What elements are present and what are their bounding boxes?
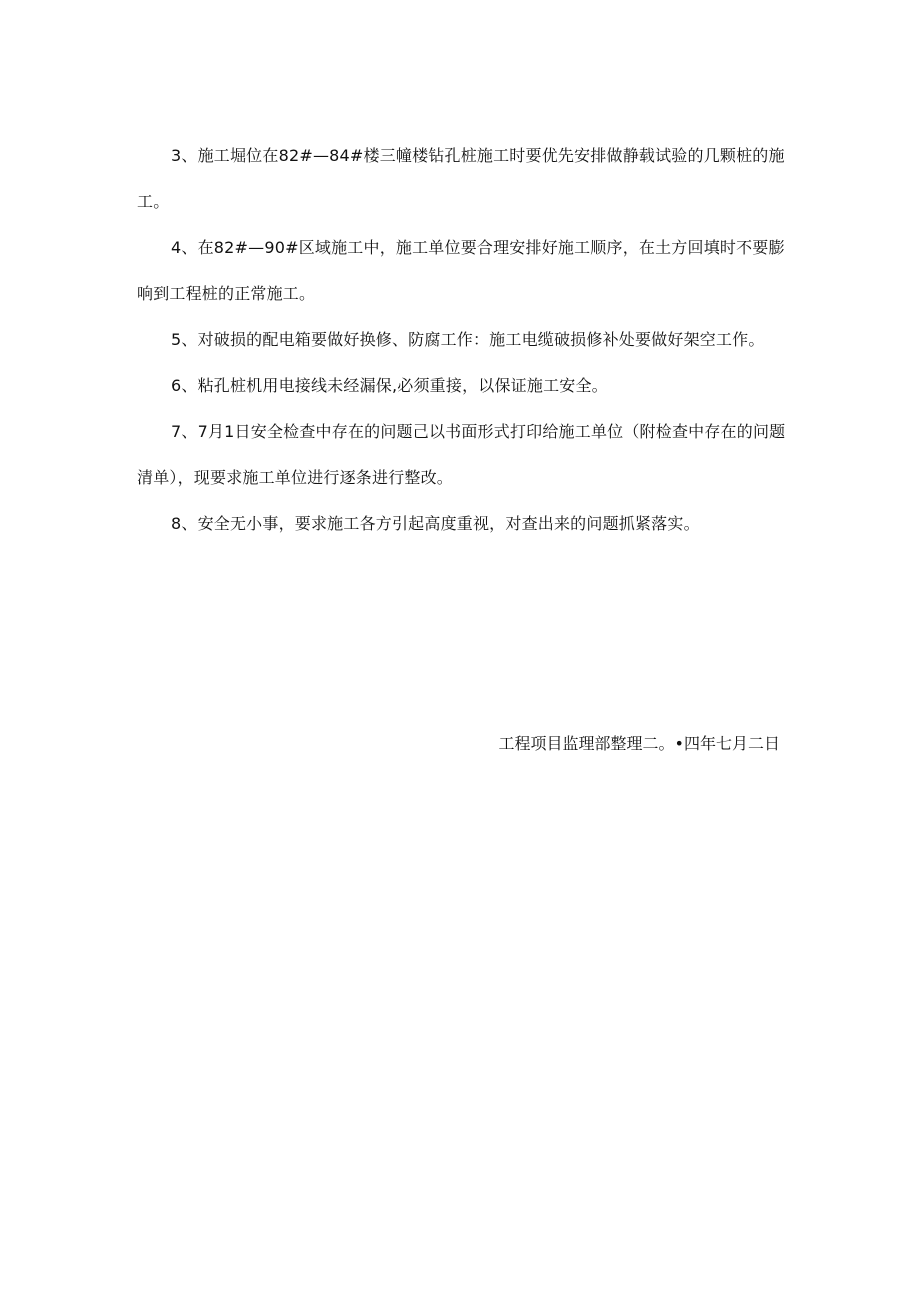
- paragraph-item-4: 4、在82#—90#区域施工中，施工单位要合理安排好施工顺序，在土方回填时不要膨响到工程桩的正常施工。: [137, 238, 785, 303]
- paragraph-item-3: 3、施工堀位在82#—84#楼三幢楼钻孔桩施工时要优先安排做静载试验的几颗桩的施工。: [137, 146, 785, 211]
- document-body: [137, 133, 787, 547]
- paragraph-item-6: 6、粘孔桩机用电接线未经漏保,必须重接，以保证施工安全。: [171, 376, 608, 395]
- signature-line: 工程项目监理部整理二。•四年七月二日: [498, 734, 780, 753]
- paragraph-item-7: 7、7月1日安全检查中存在的问题己以书面形式打印给施工单位（附检查中存在的问题清单），现要求施工单位进行逐条进行整改。: [137, 422, 786, 487]
- paragraph-item-8: 8、安全无小事，要求施工各方引起高度重视，对查出来的问题抓紧落实。: [171, 514, 700, 533]
- paragraph-item-5: 5、对破损的配电箱要做好换修、防腐工作：施工电缆破损修补处要做好架空工作。: [171, 330, 765, 349]
